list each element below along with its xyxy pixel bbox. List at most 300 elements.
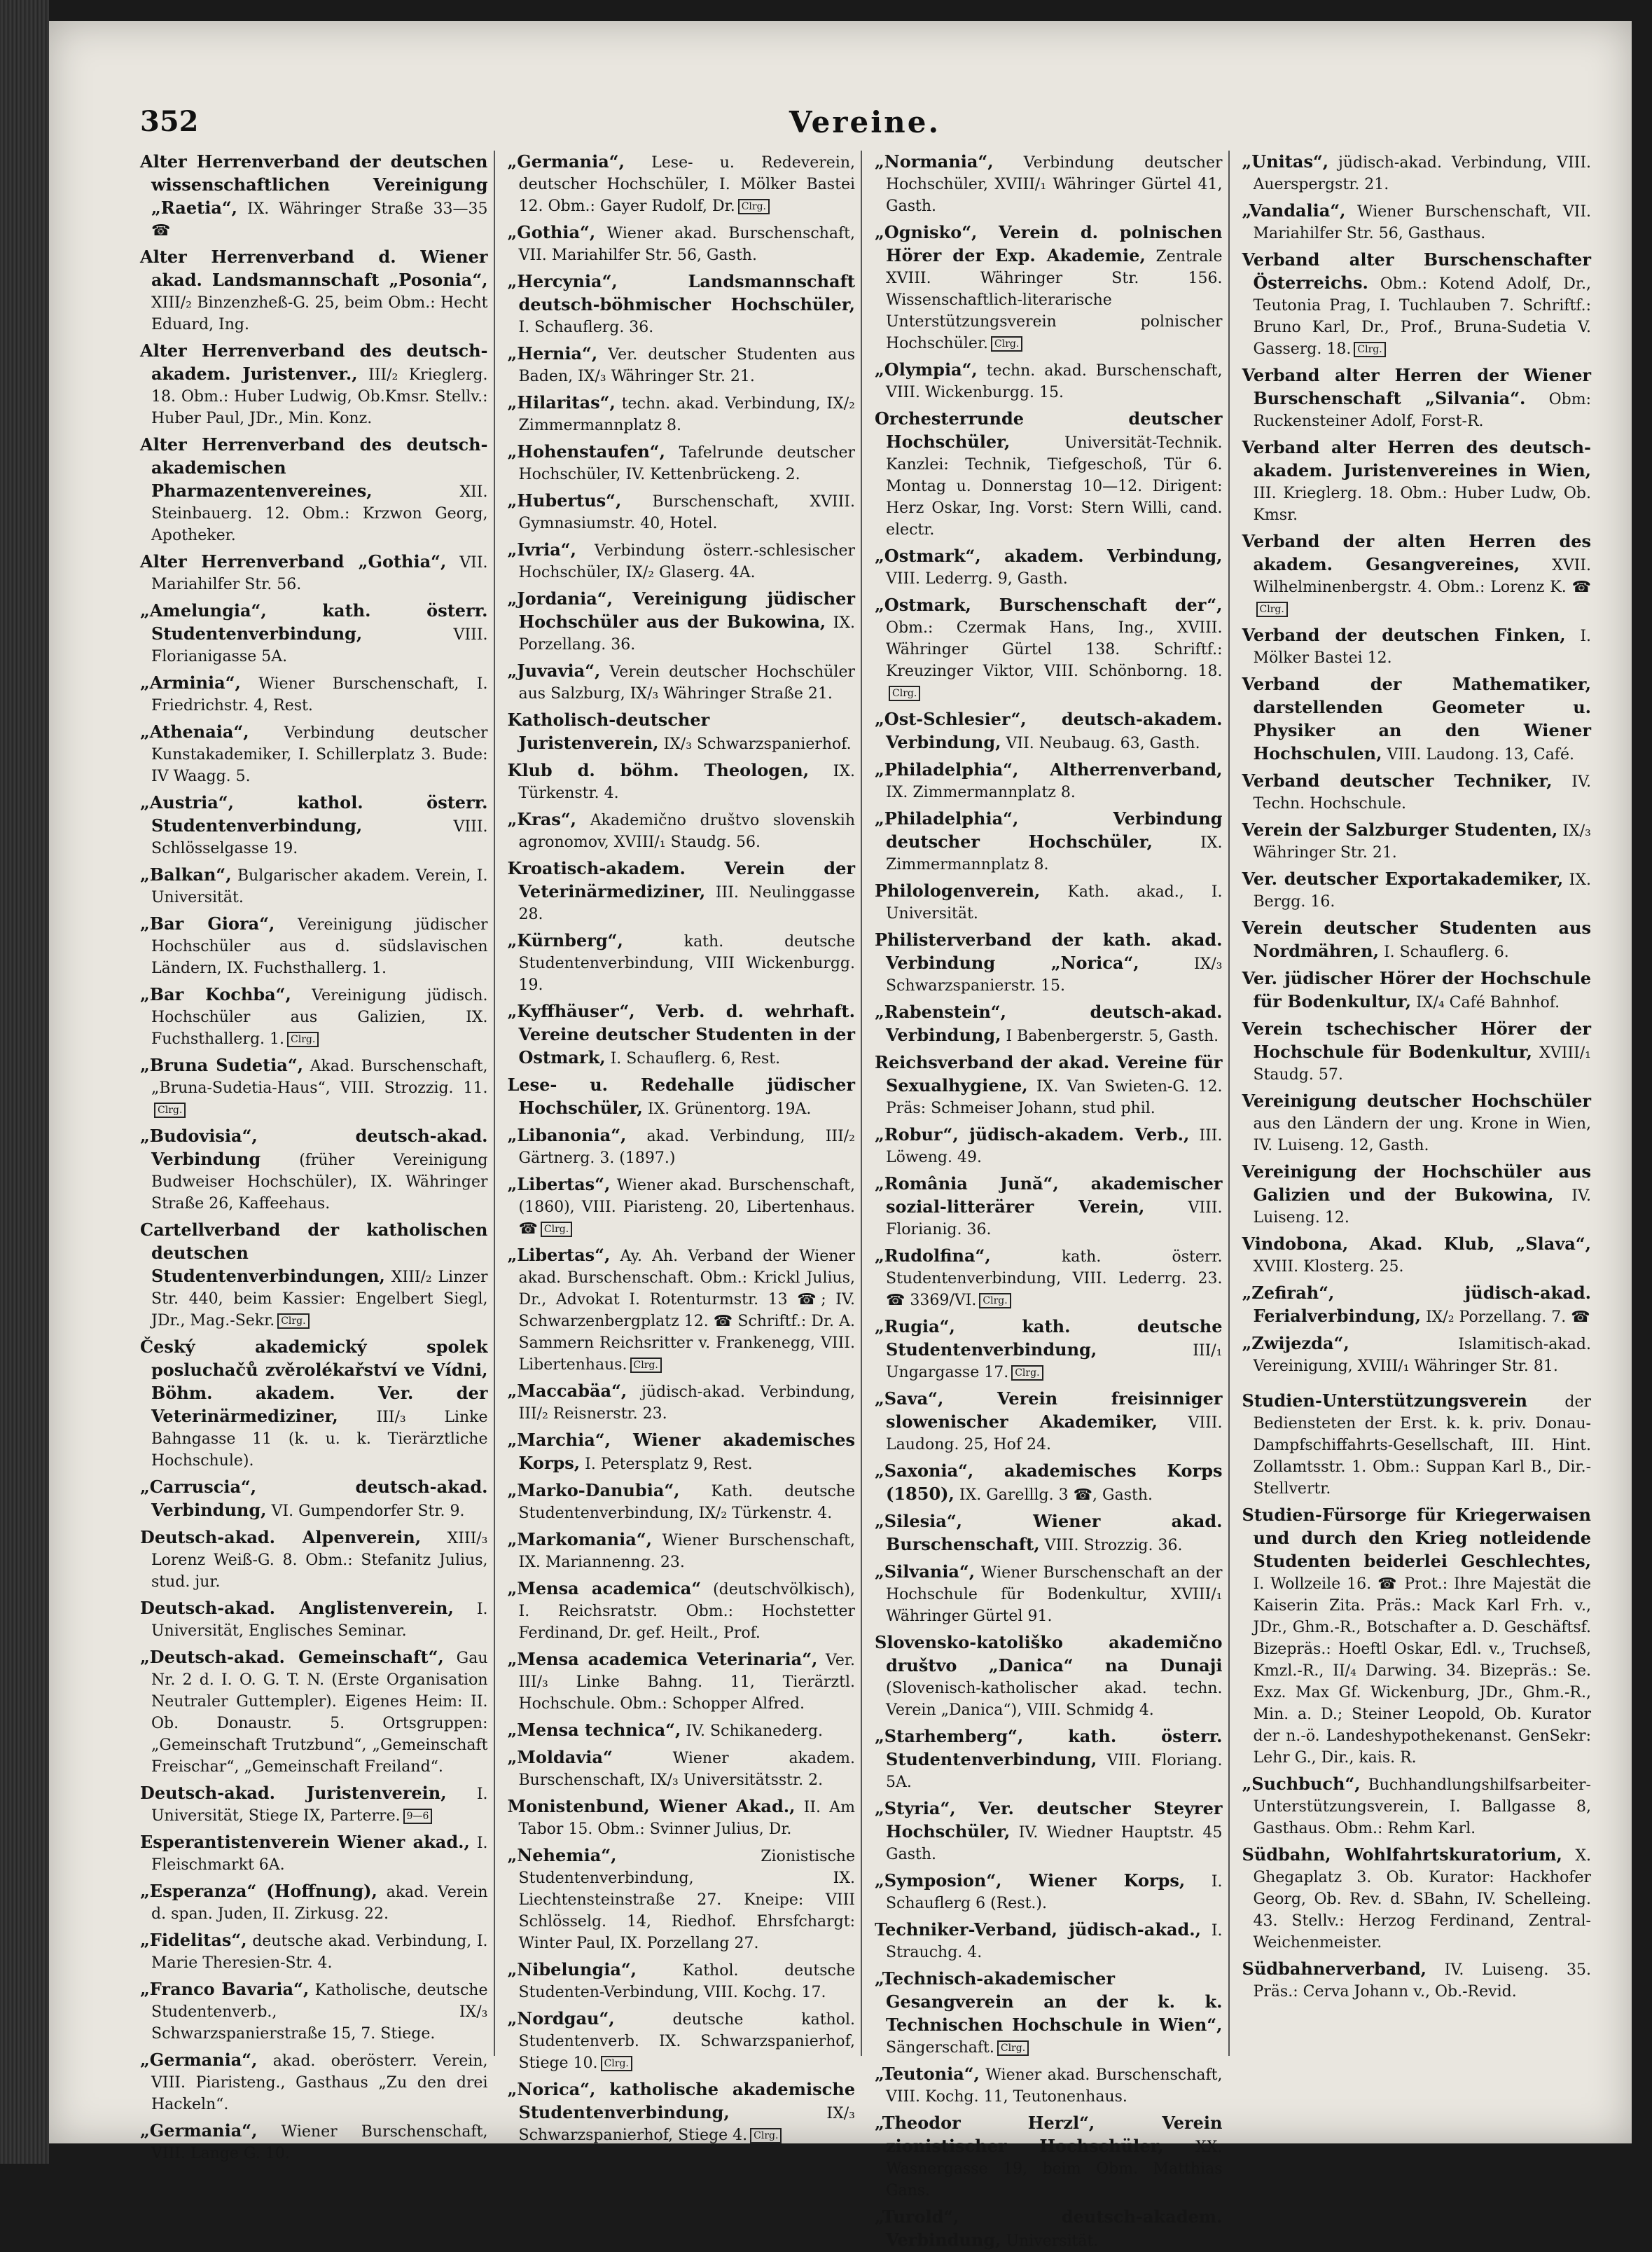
directory-entry — [140, 340, 488, 429]
directory-entry — [140, 1054, 488, 1121]
entry-stamp: Clrg. — [630, 1358, 662, 1373]
entry-details: IV. Wiedner Hauptstr. 45 Gasth. — [886, 1824, 1223, 1863]
entry-details: IX. Bergg. 16. — [1253, 871, 1591, 911]
entry-details: I. Schauflerg. 6, Rest. — [610, 1050, 781, 1068]
entry-details: der Bediensteten der Erst. k. k. priv. Donau-Dampfschiffahrts-Gesellschaft, III. Hint. Zollamtsstr. 1. Obm.: Suppan Karl B., Dir.-Stellvertr. — [1253, 1393, 1591, 1498]
entry-details: IV. Luiseng. 35. Präs.: Cerva Johann v., Ob.-Revid. — [1253, 1961, 1591, 2001]
page-number: 352 — [140, 105, 199, 138]
column-2 — [507, 151, 863, 2144]
entry-name: „Hernia“, — [507, 343, 598, 364]
directory-entry — [875, 929, 1223, 997]
entry-details: IX/₄ Café Bahnhof. — [1416, 994, 1560, 1011]
entry-name: „România Jună“, akademischer sozial-litterärer Verein, — [875, 1173, 1223, 1217]
entry-details: Universität-Technik. Kanzlei: Technik, Tiefgeschoß, Tür 6. Montag u. Donnerstag 10—12. Dirigent: Herz Oskar, Ing. Vorst: Stern Willi, cand. electr. — [886, 434, 1223, 539]
entry-name: „Bar Kochba“, — [140, 984, 291, 1004]
entry-name: Deutsch-akad. Juristenverein, — [140, 1783, 447, 1803]
directory-entry — [1242, 1018, 1592, 1086]
entry-details: IX. Van Swieten-G. 12. Präs: Schmeiser Johann, stud phil. — [886, 1078, 1223, 1117]
entry-name: „Rudolfina“, — [875, 1245, 991, 1266]
entry-details: Verbindung deutscher Kunstakademiker, I. Schillerplatz 3. Bude: IV Waagg. 5. — [151, 724, 488, 785]
entry-name: Techniker-Verband, jüdisch-akad., — [875, 1919, 1201, 1940]
directory-entry — [875, 1797, 1223, 1865]
entry-name: Alter Herrenverband „Gothia“, — [140, 551, 447, 572]
directory-entry — [508, 270, 856, 338]
entry-stamp: Clrg. — [750, 2128, 782, 2143]
directory-entry — [1242, 1282, 1592, 1328]
entry-name: Ver. deutscher Exportakademiker, — [1242, 869, 1564, 889]
entry-name: Alter Herrenverband des deutsch-akademischen Pharmazentenvereines, — [140, 434, 488, 501]
entry-details: IV. Schikanederg. — [686, 1722, 823, 1740]
directory-entry — [1242, 673, 1592, 766]
directory-entry — [508, 539, 856, 583]
directory-entry — [1242, 200, 1592, 244]
directory-entry — [140, 1597, 488, 1642]
entry-name: „Theodor Herzl“, Verein zionistischer Hochschüler, — [875, 2113, 1223, 2156]
entry-details: IX. Zimmermannplatz 8. — [886, 784, 1076, 801]
entry-details: Verbindung deutscher Hochschüler, XVIII/₁ Währinger Gürtel 41, Gasth. — [886, 154, 1223, 215]
entry-details: IX/₃ Währinger Str. 21. — [1253, 822, 1591, 862]
entry-name: „Rabenstein“, deutsch-akad. Verbindung, — [875, 1002, 1223, 1045]
entry-details: Vereinigung jüdisch. Hochschüler aus Galizien, IX. Fuchsthallerg. 1. — [151, 987, 488, 1048]
entry-name: „Norica“, katholische akademische Studentenverbindung, — [507, 2079, 855, 2122]
entry-name: „Kras“, — [507, 809, 577, 829]
directory-entry — [140, 1526, 488, 1593]
directory-entry — [140, 1880, 488, 1925]
entry-details: I. Universität, Stiege IX, Parterre. — [151, 1785, 488, 1825]
entry-name: „Suchbuch“, — [1242, 1774, 1361, 1794]
entry-details: I. Schauflerg 6 (Rest.). — [886, 1873, 1223, 1912]
entry-stamp: Clrg. — [1011, 1365, 1043, 1381]
entry-name: „Germania“, — [140, 2120, 258, 2141]
directory-entry — [140, 2049, 488, 2115]
entry-name: „Olympia“, — [875, 359, 978, 380]
entry-details: IX. Zimmermannplatz 8. — [886, 834, 1223, 873]
entry-details: Akademično društvo slovenskih agronomov, XVIII/₁ Staudg. 56. — [518, 812, 855, 851]
entry-name: Slovensko-katoliško akademično društvo „Danica“ na Dunaji — [875, 1632, 1223, 1676]
column-3 — [875, 151, 1230, 2250]
directory-entry — [140, 434, 488, 546]
entry-details: III. Neulinggasse 28. — [518, 884, 856, 923]
entry-name: Alter Herrenverband des deutsch-akadem. Juristenver., — [140, 340, 488, 384]
directory-entry — [508, 392, 856, 436]
entry-details: I. Wollzeile 16. ☎ Prot.: Ihre Majestät die Kaiserin Zita. Präs.: Mack Karl Frh. v., JDr., Ghm.-R., Botschafter a. D. Geschäftsf. Bizepräs.: Hoeftl Oskar, Edl. v., Truchseß, Kmzl.-R., II/₄ Darwing. 34. Bizepräs.: Se. Exz. Max Gf. Wickenburg, JDr., Ghm.-R., Min. a. D.; Steiner Leopold, Ob. Kurator der n.-ö. Landeshypothekenanst. GenSekr: Lehr G., Dir., kais. R. — [1253, 1575, 1591, 1767]
directory-entry — [875, 359, 1223, 403]
directory-entry — [140, 913, 488, 979]
entry-name: Studien-Unterstützungsverein — [1242, 1390, 1527, 1411]
entry-details: X. Ghegaplatz 3. Ob. Kurator: Hackhofer Georg, Ob. Rev. d. SBahn, IV. Schelleing. 43. Stellv.: Herzog Ferdinand, Zentral-Weichenmeister. — [1253, 1847, 1591, 1951]
entry-stamp: Clrg. — [277, 1313, 309, 1329]
entry-details: I Babenbergerstr. 5, Gasth. — [1006, 1028, 1219, 1045]
entry-name: „Marko-Danubia“, — [507, 1480, 680, 1500]
entry-details: XVII. Wilhelminenbergstr. 4. Obm.: Lorenz K. ☎ — [1253, 557, 1591, 596]
entry-details: Wiener Burschenschaft, VIII. Lange G. 10. — [151, 2123, 488, 2162]
directory-entry — [508, 490, 856, 534]
directory-entry — [875, 1870, 1223, 1914]
entry-details: akad. oberösterr. Verein, VIII. Piaristeng., Gasthaus „Zu den drei Hackeln“. — [151, 2052, 488, 2113]
entry-name: Ver. jüdischer Hörer der Hochschule für Bodenkultur, — [1242, 968, 1591, 1011]
entry-details: II. Am Tabor 15. Obm.: Svinner Julius, Dr. — [518, 1799, 855, 1838]
entry-name: „Hohenstaufen“, — [507, 441, 665, 462]
directory-entry — [875, 880, 1223, 925]
directory-entry — [508, 441, 856, 485]
entry-name: Verband deutscher Techniker, — [1242, 771, 1553, 791]
entry-details: Islamitisch-akad. Vereinigung, XVIII/₁ Währinger Str. 81. — [1253, 1336, 1591, 1375]
entry-name: Deutsch-akad. Anglistenverein, — [140, 1598, 454, 1618]
entry-name: „Nehemia“, — [507, 1845, 617, 1865]
directory-entry — [1242, 364, 1592, 432]
entry-details: VIII. Floriang. 5A. — [886, 1752, 1223, 1791]
directory-entry — [1242, 819, 1592, 864]
entry-details: Sängerschaft. — [886, 2039, 994, 2057]
entry-name: „Libanonia“, — [507, 1125, 627, 1145]
entry-name: „Ognisko“, Verein d. polnischen Hörer der Exp. Akademie, — [875, 222, 1223, 265]
directory-entry — [1242, 436, 1592, 526]
directory-entry — [1242, 530, 1592, 620]
entry-details: IX. Porzellang. 36. — [518, 614, 855, 654]
entry-name: „Hercynia“, Landsmannschaft deutsch-böhmischer Hochschüler, — [507, 271, 855, 315]
directory-entry — [508, 1795, 856, 1840]
directory-entry — [140, 246, 488, 336]
directory-entry — [140, 1336, 488, 1472]
directory-entry — [1242, 967, 1592, 1014]
entry-details: I. Fleischmarkt 6A. — [151, 1835, 488, 1874]
entry-name: „Gothia“, — [507, 222, 596, 242]
entry-name: „Kyffhäuser“, Verb. d. wehrhaft. Vereine deutscher Studenten in der Ostmark, — [507, 1001, 855, 1068]
entry-details: I. Schauflerg. 36. — [518, 319, 654, 336]
directory-entry — [508, 1124, 856, 1169]
entry-details: III/₁ Ungargasse 17. — [886, 1342, 1223, 1381]
entry-name: „Bar Giora“, — [140, 913, 275, 934]
entry-details: (Slovenisch-katholischer akad. techn. Verein „Danica“), VIII. Schmidg 4. — [886, 1680, 1223, 1719]
entry-name: Verband der deutschen Finken, — [1242, 625, 1566, 645]
entry-name: Kroatisch-akadem. Verein der Veterinärmediziner, — [507, 858, 855, 902]
entry-name: Verband der Mathematiker, darstellenden Geometer u. Physiker an den Wiener Hochschulen, — [1242, 674, 1591, 764]
entry-name: „Jordania“, Vereinigung jüdischer Hochschüler aus der Bukowina, — [507, 588, 855, 632]
entry-details: Kath. deutsche Studentenverbindung, IX/₂ Türkenstr. 4. — [518, 1483, 855, 1522]
entry-name: „Libertas“, — [507, 1245, 611, 1265]
column-1 — [140, 151, 495, 2162]
entry-name: „Athenaia“, — [140, 721, 249, 742]
directory-entry — [508, 660, 856, 705]
entry-name: „Mensa academica“ — [507, 1578, 702, 1598]
entry-name: „Budovisia“, deutsch-akad. Verbindung — [140, 1126, 488, 1169]
entry-stamp: Clrg. — [154, 1103, 186, 1118]
entry-details: IX/₃ Schwarzspanierhof, Stiege 4. — [518, 2105, 855, 2144]
directory-entry — [508, 2078, 856, 2146]
directory-entry — [508, 857, 856, 925]
entry-name: „Mensa technica“, — [507, 1720, 681, 1740]
entry-details: XX. Wasnergasse 19, beim Obm. Matthias Gans. — [886, 2139, 1223, 2199]
entry-details: jüdisch-akad. Verbindung, VIII. Auerspergstr. 21. — [1253, 154, 1592, 193]
entry-name: Vereinigung deutscher Hochschüler — [1242, 1091, 1591, 1111]
entry-details: I. Universität, Englisches Seminar. — [151, 1601, 488, 1640]
directory-columns — [140, 151, 1597, 2250]
entry-stamp: Clrg. — [541, 1222, 572, 1237]
directory-entry — [140, 721, 488, 787]
entry-name: „Markomania“, — [507, 1529, 652, 1549]
directory-entry — [508, 1577, 856, 1644]
entry-details: I. Petersplatz 9, Rest. — [585, 1456, 753, 1473]
entry-details: IX/₃ Schwarzspanierstr. 15. — [886, 955, 1223, 995]
directory-entry — [508, 759, 856, 804]
entry-name: „Turold“, deutsch-akadem. Verbindung, — [875, 2206, 1223, 2250]
directory-entry — [1242, 1332, 1592, 1377]
entry-details: Obm: Ruckensteiner Adolf, Forst-R. — [1253, 391, 1591, 430]
entry-name: „Silvania“, — [875, 1561, 976, 1582]
entry-name: Lese- u. Redehalle jüdischer Hochschüler, — [507, 1075, 855, 1118]
entry-name: Vereinigung der Hochschüler aus Galizien und der Bukowina, — [1242, 1161, 1591, 1205]
directory-entry — [875, 1561, 1223, 1627]
entry-stamp: 9—6 — [403, 1809, 433, 1824]
directory-entry — [508, 1074, 856, 1120]
entry-details: Obm.: Czermak Hans, Ing., XVIII. Währinger Gürtel 138. Schriftf.: Kreuzinger Viktor, VIII. Schönborng. 18. — [886, 619, 1223, 680]
directory-entry — [1242, 1161, 1592, 1229]
directory-entry — [875, 759, 1223, 803]
entry-details: VIII. Lederrg. 9, Gasth. — [886, 570, 1068, 588]
entry-details: XIII/₂ Linzer Str. 440, beim Kassier: Engelbert Siegl, JDr., Mag.-Sekr. — [151, 1269, 488, 1329]
entry-name: Verband alter Herren des deutsch-akadem. Juristenvereines in Wien, — [1242, 437, 1591, 481]
entry-name: „Franco Bavaria“, — [140, 1979, 310, 1999]
directory-entry — [508, 588, 856, 656]
directory-entry — [140, 983, 488, 1050]
entry-details: Wiener akad. Burschenschaft, VII. Mariahilfer Str. 56, Gasth. — [518, 225, 855, 264]
entry-name: Orchesterrunde deutscher Hochschüler, — [875, 408, 1223, 452]
entry-name: „Philadelphia“, Altherrenverband, — [875, 759, 1223, 780]
entry-name: „Robur“, jüdisch-akadem. Verb., — [875, 1124, 1190, 1145]
directory-entry — [508, 221, 856, 266]
directory-entry — [140, 551, 488, 595]
directory-entry — [508, 1429, 856, 1475]
entry-name: Verband alter Burschenschafter Österreichs. — [1242, 249, 1591, 293]
entry-name: „Philadelphia“, Verbindung deutscher Hochschüler, — [875, 808, 1223, 852]
entry-details: Obm.: Kotend Adolf, Dr., Teutonia Prag, I. Tuchlauben 7. Schriftf.: Bruno Karl, Dr., Prof., Bruna-Sudetia V. Gasserg. 18. — [1253, 275, 1591, 358]
entry-name: Vindobona, Akad. Klub, „Slava“, — [1242, 1234, 1591, 1254]
entry-details: Ay. Ah. Verband der Wiener akad. Burschenschaft. Obm.: Krickl Julius, Dr., Advokat I. Rotenturmstr. 13 ☎; IV. Schwarzenbergplatz 12. ☎ Schriftf.: Dr. A. Sammern Reichsritter v. Frankenegg, VIII. Libertenhaus. — [518, 1248, 855, 1374]
directory-entry — [875, 1245, 1223, 1311]
entry-name: Alter Herrenverband d. Wiener akad. Landsmannschaft „Posonia“, — [140, 247, 488, 290]
entry-details: XIII/₂ Binzenzheß-G. 25, beim Obm.: Hecht Eduard, Ing. — [151, 294, 488, 333]
entry-name: „Maccabäa“, — [507, 1381, 627, 1401]
entry-name: „Ostmark, Burschenschaft der“, — [875, 595, 1223, 615]
entry-details: III. Krieglerg. 18. Obm.: Huber Ludw, Ob. Kmsr. — [1253, 485, 1591, 524]
entry-details: VI. Gumpendorfer Str. 9. — [271, 1503, 465, 1520]
directory-entry — [875, 1460, 1223, 1506]
directory-entry — [140, 1782, 488, 1827]
entry-details: deutsche akad. Verbindung, I. Marie Theresien-Str. 4. — [151, 1933, 488, 1972]
entry-name: Klub d. böhm. Theologen, — [507, 760, 810, 780]
page-title: Vereine. — [789, 105, 941, 139]
entry-name: „Arminia“, — [140, 672, 241, 693]
entry-name: Reichsverband der akad. Vereine für Sexualhygiene, — [875, 1052, 1223, 1096]
entry-details: IX/₃ Schwarzspanierhof. — [663, 735, 852, 753]
entry-details: IX. Garelllg. 3 ☎, Gasth. — [959, 1486, 1153, 1504]
directory-entry — [140, 1219, 488, 1332]
entry-details: XII. Steinbauerg. 12. Obm.: Krzwon Georg, Apotheker. — [151, 483, 488, 544]
directory-entry — [875, 1631, 1223, 1721]
entry-name: Esperantistenverein Wiener akad., — [140, 1832, 470, 1852]
directory-entry — [875, 2112, 1223, 2202]
directory-entry — [1242, 249, 1592, 360]
entry-details: Gau Nr. 2 d. I. O. G. T. N. (Erste Organisation Neutraler Guttempler). Eigenes Heim: II. Ob. Donaustr. 5. Ortsgruppen: „Gemeinschaft Trutzbund“, „Gemeinschaft Freischar“, „Gemeinschaft Freiland“. — [151, 1650, 488, 1776]
entry-name: „Hilaritas“, — [507, 392, 616, 413]
entry-details: Vereinigung jüdischer Hochschüler aus d. südslavischen Ländern, IX. Fuchsthallerg. 1. — [151, 916, 488, 977]
book-gutter — [0, 0, 49, 2164]
entry-details: IV. Techn. Hochschule. — [1253, 773, 1591, 813]
entry-details: III. Löweng. 49. — [886, 1127, 1223, 1166]
directory-entry — [508, 1959, 856, 2003]
directory-entry — [140, 1125, 488, 1215]
entry-name: „Nordgau“, — [507, 2008, 615, 2029]
entry-details: IV. Luiseng. 12. — [1253, 1187, 1591, 1227]
entry-stamp: Clrg. — [1256, 602, 1288, 617]
directory-entry — [875, 2206, 1223, 2252]
entry-name: „Germania“, — [140, 2050, 258, 2070]
entry-name: „Technisch-akademischer Gesangverein an der k. k. Technischen Hochschule in Wien“, — [875, 1968, 1223, 2035]
entry-name: „Normania“, — [875, 151, 994, 172]
directory-entry — [140, 1978, 488, 2045]
entry-name: „Teutonia“, — [875, 2064, 980, 2084]
entry-details: Verein deutscher Hochschüler aus Salzburg, IX/₃ Währinger Straße 21. — [518, 663, 855, 703]
entry-details: Akad. Burschenschaft, „Bruna-Sudetia-Haus“, VIII. Strozzig. 11. — [151, 1058, 488, 1097]
directory-entry — [875, 1510, 1223, 1556]
entry-name: „Marchia“, Wiener akademisches Korps, — [507, 1430, 855, 1473]
entry-name: Monistenbund, Wiener Akad., — [507, 1796, 796, 1816]
entry-name: Cartellverband der katholischen deutschen Studentenverbindungen, — [140, 1220, 488, 1286]
entry-details: VII. Neubaug. 63, Gasth. — [1006, 735, 1200, 752]
entry-details: jüdisch-akad. Verbindung, III/₂ Reisnerstr. 23. — [518, 1383, 855, 1423]
entry-name: „Zwijezda“, — [1242, 1333, 1349, 1353]
directory-entry — [508, 151, 856, 217]
directory-entry — [508, 1380, 856, 1425]
entry-details: Wiener Burschenschaft, IX. Mariannenng. 23. — [518, 1532, 855, 1571]
entry-details: Tafelrunde deutscher Hochschüler, IV. Kettenbrückeng. 2. — [518, 444, 855, 483]
directory-entry — [1242, 1773, 1592, 1839]
directory-entry — [508, 930, 856, 996]
directory-entry — [875, 1968, 1223, 2059]
entry-details: Burschenschaft, XVIII. Gymnasiumstr. 40, Hotel. — [518, 493, 855, 532]
entry-stamp: Clrg. — [991, 336, 1022, 352]
directory-entry — [508, 2008, 856, 2074]
entry-details: III/₂ Krieglerg. 18. Obm.: Huber Ludwig, Ob.Kmsr. Stellv.: Huber Paul, JDr., Min. Konz. — [151, 366, 488, 427]
entry-name: „Ost-Schlesier“, deutsch-akadem. Verbindung, — [875, 709, 1223, 752]
entry-name: „Esperanza“ (Hoffnung), — [140, 1881, 377, 1901]
entry-name: „Libertas“, — [507, 1174, 611, 1194]
entry-details: VIII. Florianigasse 5A. — [151, 626, 488, 665]
entry-name: Südbahn, Wohlfahrtskuratorium, — [1242, 1844, 1562, 1865]
directory-entry — [1242, 1958, 1592, 2003]
entry-details: Kathol. deutsche Studenten-Verbindung, VIII. Kochg. 17. — [518, 1962, 855, 2001]
directory-entry — [875, 1173, 1223, 1241]
entry-stamp: Clrg. — [1354, 342, 1385, 357]
directory-entry — [875, 151, 1223, 217]
entry-stamp: Clrg. — [601, 2056, 632, 2071]
entry-details: IX/₂ Porzellang. 7. ☎ — [1425, 1308, 1590, 1326]
entry-details: Wiener Burschenschaft an der Hochschule für Bodenkultur, XVIII/₁ Währinger Gürtel 91. — [886, 1564, 1223, 1625]
entry-details: XVIII. Klosterg. 25. — [1253, 1258, 1404, 1276]
entry-name: Südbahnerverband, — [1242, 1959, 1427, 1979]
entry-details: Buchhandlungshilfsarbeiter-Unterstützungsverein, I. Ballgasse 8, Gasthaus. Obm.: Rehm Karl. — [1253, 1776, 1591, 1837]
entry-details: akad. Verbindung, III/₂ Gärtnerg. 3. (1897.) — [518, 1128, 855, 1167]
directory-entry — [140, 792, 488, 859]
entry-name: „Deutsch-akad. Gemeinschaft“, — [140, 1647, 444, 1667]
entry-name: „Starhemberg“, kath. österr. Studentenverbindung, — [875, 1726, 1223, 1769]
directory-entry — [508, 1844, 856, 1954]
entry-details: Ver. deutscher Studenten aus Baden, IX/₃ Währinger Str. 21. — [518, 346, 855, 385]
entry-stamp: Clrg. — [287, 1032, 319, 1047]
directory-entry — [875, 1388, 1223, 1456]
entry-details: Wiener akadem. Burschenschaft, IX/₃ Universitätsstr. 2. — [518, 1750, 855, 1789]
directory-entry — [140, 1476, 488, 1522]
entry-details: I. Strauchg. 4. — [886, 1922, 1223, 1961]
directory-entry — [1242, 770, 1592, 815]
entry-details: IX. Währinger Straße 33—35 ☎ — [151, 200, 488, 240]
entry-name: „Balkan“, — [140, 864, 232, 885]
entry-details: Universität. — [1006, 2232, 1099, 2250]
entry-details: VII. Mariahilfer Str. 56. — [151, 554, 488, 593]
entry-name: Philisterverband der kath. akad. Verbindung „Norica“, — [875, 930, 1223, 973]
entry-details: III/₃ Linke Bahngasse 11 (k. u. k. Tierärztliche Hochschule). — [151, 1409, 488, 1470]
directory-entry — [875, 1315, 1223, 1383]
directory-entry — [1242, 1844, 1592, 1954]
entry-name: „Mensa academica Veterinaria“, — [507, 1649, 818, 1669]
entry-name: „Styria“, Ver. deutscher Steyrer Hochschüler, — [875, 1798, 1223, 1842]
entry-name: Verein deutscher Studenten aus Nordmähren, — [1242, 918, 1591, 961]
entry-details: Katholische, deutsche Studentenverb., IX/₃ Schwarzspanierstraße 15, 7. Stiege. — [151, 1982, 488, 2043]
directory-entry — [875, 808, 1223, 876]
entry-details: Wiener Burschenschaft, VII. Mariahilfer Str. 56, Gasthaus. — [1253, 203, 1591, 242]
directory-entry — [1242, 1090, 1592, 1156]
directory-entry — [875, 2063, 1223, 2108]
entry-name: Philologenverein, — [875, 880, 1041, 901]
entry-details: kath. österr. Studentenverbindung, VIII. Lederrg. 23. ☎ 3369/VI. — [886, 1248, 1223, 1309]
entry-details: Lese- u. Redeverein, deutscher Hochschüler, I. Mölker Bastei 12. Obm.: Gayer Rudolf, Dr. — [518, 154, 855, 215]
entry-details: I. Mölker Bastei 12. — [1253, 628, 1592, 667]
directory-entry — [508, 1244, 856, 1376]
entry-name: „Fidelitas“, — [140, 1930, 247, 1950]
entry-name: „Ostmark“, akadem. Verbindung, — [875, 546, 1223, 566]
entry-details: Verbindung österr.-schlesischer Hochschüler, IX/₂ Glaserg. 4A. — [518, 542, 855, 581]
entry-details: aus den Ländern der ung. Krone in Wien, IV. Luiseng. 12, Gasth. — [1253, 1115, 1591, 1154]
directory-entry — [140, 1646, 488, 1778]
entry-name: „Kürnberg“, — [507, 930, 623, 951]
entry-details: Wiener akad. Burschenschaft, VIII. Kochg. 11, Teutonenhaus. — [886, 2066, 1223, 2106]
directory-entry — [875, 1001, 1223, 1047]
entry-name: „Sava“, Verein freisinniger slowenischer Akademiker, — [875, 1388, 1223, 1432]
entry-details: XVIII/₁ Staudg. 57. — [1253, 1044, 1591, 1084]
page-header — [140, 105, 1590, 147]
entry-details: Zionistische Studentenverbindung, IX. Liechtensteinstraße 27. Kneipe: VIII Schlösselg. 14, Riedhof. Ehrsfchargt: Winter Paul, IX. Porzellang 27. — [518, 1848, 855, 1952]
entry-details: akad. Verein d. span. Juden, II. Zirkusg. 22. — [151, 1884, 488, 1923]
entry-name: „Rugia“, kath. deutsche Studentenverbindung, — [875, 1316, 1223, 1360]
entry-name: Český akademický spolek posluchačů zvěrolékařství ve Vídni, Böhm. akadem. Ver. der Veterinärmediziner, — [140, 1336, 488, 1426]
directory-entry — [508, 343, 856, 387]
entry-details: Wiener akad. Burschenschaft, (1860), VIII. Piaristeng. 20, Libertenhaus. ☎ — [518, 1177, 855, 1238]
entry-stamp: Clrg. — [997, 2040, 1029, 2056]
directory-entry — [140, 864, 488, 909]
entry-name: „Germania“, — [507, 151, 625, 172]
entry-name: „Zefirah“, jüdisch-akad. Ferialverbindung, — [1242, 1283, 1591, 1326]
entry-name: „Amelungia“, kath. österr. Studentenverbindung, — [140, 600, 488, 644]
directory-entry — [875, 1051, 1223, 1119]
entry-name: „Austria“, kathol. österr. Studentenverbindung, — [140, 792, 488, 836]
entry-name: Alter Herrenverband der deutschen wissenschaftlichen Vereinigung „Raetia“, — [140, 151, 488, 218]
directory-entry — [508, 1719, 856, 1742]
directory-entry — [875, 221, 1223, 354]
directory-entry — [140, 600, 488, 668]
directory-entry — [875, 545, 1223, 590]
entry-details: VIII. Schlösselgasse 19. — [151, 818, 488, 857]
directory-entry — [508, 1746, 856, 1791]
